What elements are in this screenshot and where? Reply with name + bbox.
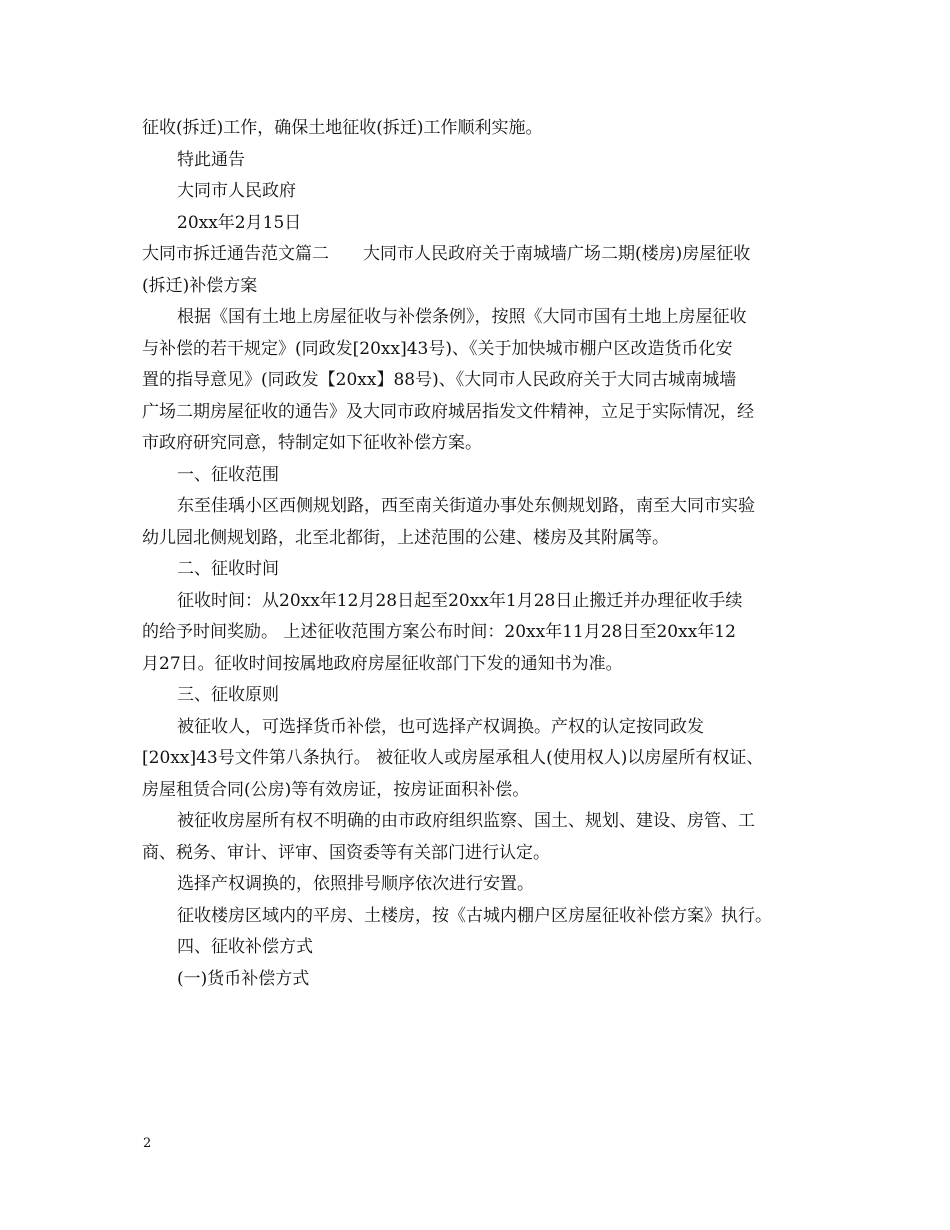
text-line: 根据《国有土地上房屋征收与补偿条例》，按照《大同市国有土地上房屋征收 bbox=[177, 307, 747, 327]
text-line: 大同市拆迁通告范文篇二 大同市人民政府关于南城墙广场二期(楼房)房屋征收 bbox=[142, 244, 751, 264]
text-line: 广场二期房屋征收的通告》及大同市政府城居指发文件精神，立足于实际情况，经 bbox=[142, 401, 754, 422]
text-line: 被征收人，可选择货币补偿，也可选择产权调换。产权的认定按同政发 bbox=[177, 716, 704, 737]
text-line: 大同市人民政府 bbox=[177, 181, 296, 201]
text-line: 征收(拆迁)工作，确保土地征收(拆迁)工作顺利实施。 bbox=[142, 118, 543, 138]
text-line: 东至佳瑀小区西侧规划路，西至南关街道办事处东侧规划路，南至大同市实验 bbox=[177, 496, 755, 516]
text-line: 三、征收原则 bbox=[177, 685, 279, 705]
text-line: 房屋租赁合同(公房)等有效房证，按房证面积补偿。 bbox=[142, 779, 530, 800]
text-line: (一)货币补偿方式 bbox=[177, 968, 310, 989]
text-line: 征收楼房区域内的平房、土楼房，按《古城内棚户区房屋征收补偿方案》执行。 bbox=[177, 905, 772, 926]
text-line: 选择产权调换的，依照排号顺序依次进行安置。 bbox=[177, 874, 534, 894]
text-line: (拆迁)补偿方案 bbox=[142, 275, 258, 296]
text-line: 二、征收时间 bbox=[177, 559, 279, 579]
text-line: [20xx]43号文件第八条执行。 被征收人或房屋承租人(使用权人)以房屋所有权证、 bbox=[142, 748, 764, 768]
text-line: 月27日。征收时间按属地政府房屋征收部门下发的通知书为准。 bbox=[142, 653, 623, 674]
text-line: 与补偿的若干规定》(同政发[20xx]43号)、《关于加快城市棚户区改造货币化安 bbox=[142, 338, 733, 359]
page-number: 2 bbox=[143, 1136, 152, 1151]
text-line: 的给予时间奖励。 上述征收范围方案公布时间：20xx年11月28日至20xx年12 bbox=[142, 622, 736, 642]
text-line: 商、税务、审计、评审、国资委等有关部门进行认定。 bbox=[142, 842, 550, 863]
text-line: 置的指导意见》(同政发【20xx】88号)、《大同市人民政府关于大同古城南城墙 bbox=[142, 370, 737, 390]
text-line: 20xx年2月15日 bbox=[177, 212, 302, 233]
document-body bbox=[142, 113, 822, 995]
text-line: 被征收房屋所有权不明确的由市政府组织监察、国土、规划、建设、房管、工 bbox=[177, 811, 755, 831]
text-line: 市政府研究同意，特制定如下征收补偿方案。 bbox=[142, 433, 482, 453]
text-line: 四、征收补偿方式 bbox=[177, 937, 313, 957]
text-line: 特此通告 bbox=[177, 149, 245, 170]
text-line: 幼儿园北侧规划路，北至北都街，上述范围的公建、楼房及其附属等。 bbox=[142, 527, 669, 548]
text-line: 一、征收范围 bbox=[177, 464, 279, 485]
text-line: 征收时间：从20xx年12月28日起至20xx年1月28日止搬迁并办理征收手续 bbox=[177, 590, 743, 611]
